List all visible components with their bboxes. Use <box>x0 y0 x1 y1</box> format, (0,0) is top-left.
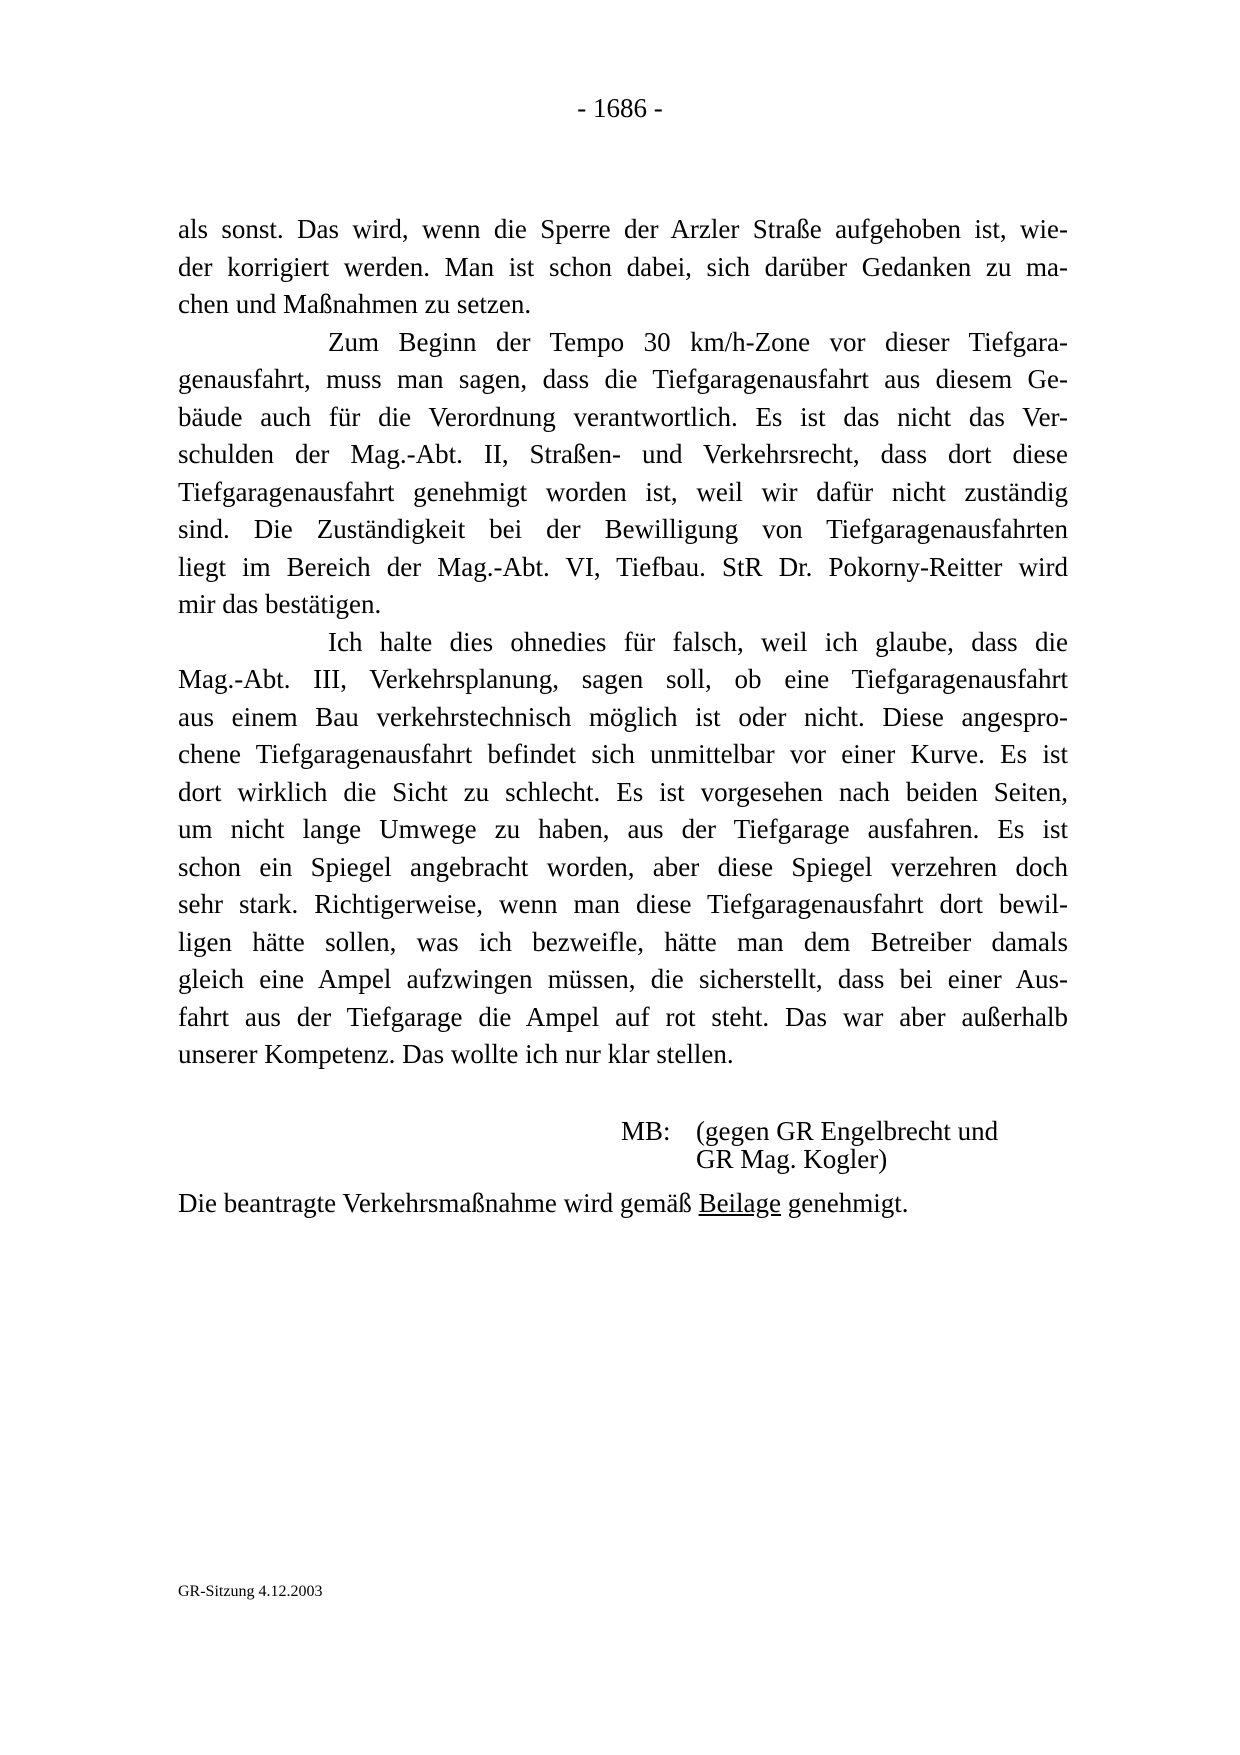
text-line: chene Tiefgaragenausfahrt befindet sich unmittelbar vor einer Kurve. Es ist <box>178 739 1068 769</box>
text-line: Tiefgaragenausfahrt genehmigt worden ist, weil wir dafür nicht zuständig <box>178 476 1068 507</box>
text-line: als sonst. Das wird, wenn die Sperre der Arzler Straße aufgehoben ist, wie- <box>178 214 1068 244</box>
text-line: Mag.-Abt. III, Verkehrsplanung, sagen soll, ob eine Tiefgaragenausfahrt <box>178 664 1068 694</box>
text-line: chen und Maßnahmen zu setzen. <box>178 289 532 319</box>
text-line: Zum Beginn der Tempo 30 km/h-Zone vor dieser Tiefgara- <box>328 326 1068 357</box>
text-line: bäude auch für die Verordnung verantwortlich. Es ist das nicht das Ver- <box>178 401 1068 432</box>
text-line: liegt im Bereich der Mag.-Abt. VI, Tiefbau. StR Dr. Pokorny-Reitter wird <box>178 551 1068 582</box>
paragraph <box>178 211 1068 324</box>
text-line: um nicht lange Umwege zu haben, aus der Tiefgarage ausfahren. Es ist <box>178 814 1068 844</box>
paragraph <box>178 624 1068 1074</box>
text-line: der korrigiert werden. Man ist schon dabei, sich darüber Gedanken zu ma- <box>178 251 1068 282</box>
text-line: Ich halte dies ohnedies für falsch, weil ich glaube, dass die <box>328 626 1068 657</box>
text-line: aus einem Bau verkehrstechnisch möglich ist oder nicht. Diese angespro- <box>178 701 1068 732</box>
vote-line-2: GR Mag. Kogler) <box>696 1144 888 1174</box>
text-line: sehr stark. Richtigerweise, wenn man diese Tiefgaragenausfahrt dort bewil- <box>178 889 1068 919</box>
text-line: fahrt aus der Tiefgarage die Ampel auf rot steht. Das war aber außerhalb <box>178 1001 1068 1032</box>
decision-before: Die beantragte Verkehrsmaßnahme wird gemäß <box>178 1188 699 1218</box>
body-text <box>178 211 1068 1074</box>
page-number: - 1686 - <box>577 93 663 123</box>
text-line: unserer Kompetenz. Das wollte ich nur klar stellen. <box>178 1039 734 1069</box>
text-line: schon ein Spiegel angebracht worden, aber diese Spiegel verzehren doch <box>178 851 1068 882</box>
text-line: schulden der Mag.-Abt. II, Straßen- und Verkehrsrecht, dass dort diese <box>178 439 1068 469</box>
vote-record <box>621 1117 998 1173</box>
text-line: dort wirklich die Sicht zu schlecht. Es ist vorgesehen nach beiden Seiten, <box>178 776 1068 807</box>
beilage-link[interactable]: Beilage <box>698 1188 782 1218</box>
footer: GR-Sitzung 4.12.2003 <box>178 1583 323 1600</box>
text-line: mir das bestätigen. <box>178 589 382 619</box>
text-line: sind. Die Zuständigkeit bei der Bewilligung von Tiefgaragenausfahrten <box>178 514 1068 544</box>
text-line: genausfahrt, muss man sagen, dass die Tiefgaragenausfahrt aus diesem Ge- <box>178 364 1068 394</box>
text-line: ligen hätte sollen, was ich bezweifle, hätte man dem Betreiber damals <box>178 926 1068 957</box>
vote-label: MB: <box>621 1116 671 1146</box>
paragraph <box>178 324 1068 624</box>
vote-line-1: (gegen GR Engelbrecht und <box>696 1116 999 1146</box>
text-line: gleich eine Ampel aufzwingen müssen, die sicherstellt, dass bei einer Aus- <box>178 964 1068 994</box>
decision-text <box>178 1185 909 1222</box>
decision-after: genehmigt. <box>781 1188 909 1218</box>
